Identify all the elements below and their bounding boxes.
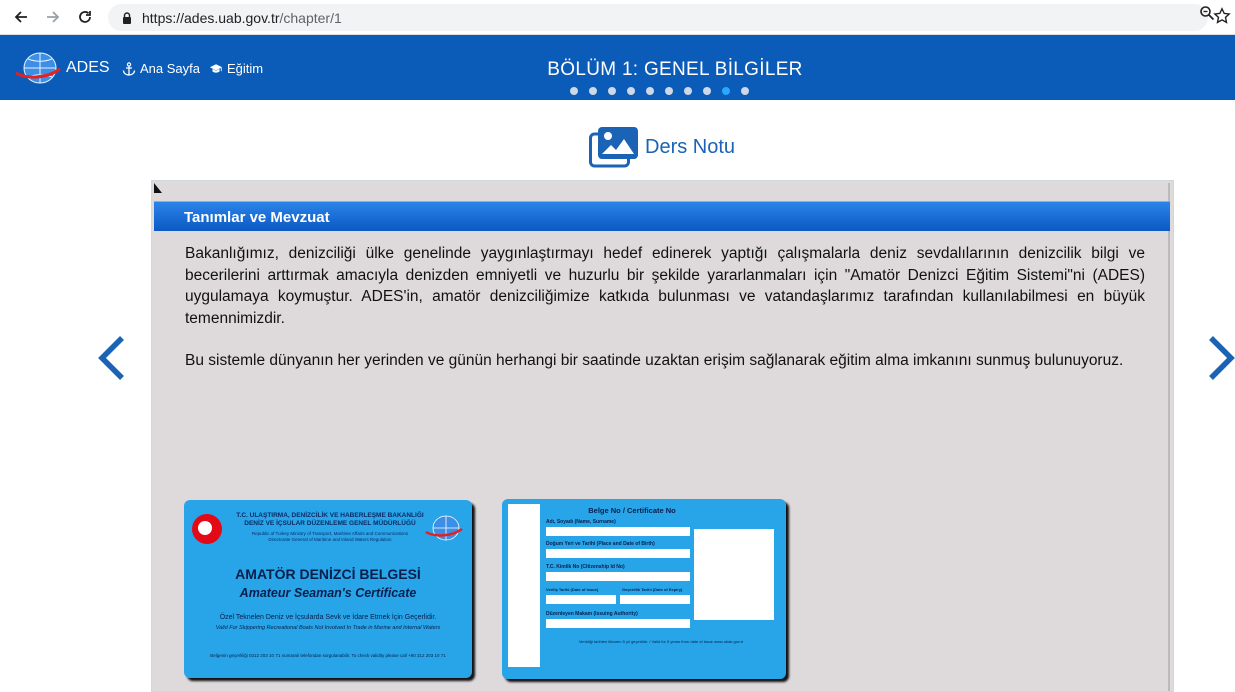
card-ministry: T.C. ULAŞTIRMA, DENİZCİLİK VE HABERLEŞME BAKANLIĞI: [236, 512, 424, 519]
lock-icon: [120, 11, 134, 25]
slide-dot-3[interactable]: [608, 87, 616, 95]
card-field-label: T.C. Kimlik No (Citizenship Id No): [546, 564, 625, 570]
card-photo-placeholder: [694, 529, 774, 620]
slide-corner-marker: [154, 183, 162, 193]
globe-logo-icon: [424, 512, 464, 544]
license-card-front: [184, 500, 472, 678]
slide-viewer: [151, 180, 1174, 692]
slide-pagination: [570, 87, 760, 95]
card-directorate-en: Directorate General of Maritime and Inland Waters Regulation: [268, 537, 392, 542]
slide-dot-7[interactable]: [684, 87, 692, 95]
nav-training-label: Eğitim: [227, 61, 264, 76]
card-back-footer: Verildiği tarihten itibaren 5 yıl geçerlidir. / Valid for 5 years from date of issue www.ubak.gov.tr: [578, 639, 744, 644]
slide-dot-8[interactable]: [703, 87, 711, 95]
card-white-strip: [508, 504, 540, 667]
forward-icon: [45, 9, 61, 25]
app-header: [0, 35, 1235, 100]
reload-button[interactable]: [74, 6, 96, 28]
card-description-english: Valid For Skippering Recreational Boats Not Involved In Trade in Marine and Internal Waters: [215, 625, 441, 631]
card-field-label: Doğum Yeri ve Tarihi (Place and Date of Birth): [546, 541, 655, 547]
card-directorate: DENİZ VE İÇSULAR DÜZENLEME GENEL MÜDÜRLÜĞÜ: [244, 520, 416, 527]
turkish-flag-icon: [192, 514, 222, 544]
card-ministry-english: [230, 531, 430, 543]
slide-paragraph-2: Bu sistemle dünyanın her yerinden ve günün herhangi bir saatinde uzaktan erişim sağlanarak eğitim alma imkanını sunmuş bulunuyoruz.: [185, 352, 1124, 369]
browser-toolbar: [0, 0, 1235, 35]
card-field-box: [546, 527, 690, 536]
brand-name[interactable]: ADES: [66, 59, 110, 76]
chapter-title: BÖLÜM 1: GENEL BİLGİLER: [547, 59, 803, 80]
reload-icon: [77, 9, 93, 25]
lecture-notes-link[interactable]: [589, 126, 735, 168]
slide-banner-title: Tanımlar ve Mevzuat: [184, 209, 330, 226]
slide-dot-6[interactable]: [665, 87, 673, 95]
card-field-box: [620, 595, 690, 604]
card-ministry-en: Republic of Turkey Ministry of Transport, Maritime Affairs and Communications: [251, 531, 409, 536]
card-field-label: Düzenleyen Makam (Issuing Authority): [546, 611, 638, 617]
next-slide-button[interactable]: [1203, 335, 1235, 381]
card-field-label: Geçerlilik Tarihi (Date of Expiry): [622, 587, 683, 592]
previous-slide-button[interactable]: [96, 335, 128, 381]
card-field-box: [546, 619, 690, 628]
back-icon: [13, 9, 29, 25]
slide-dot-2[interactable]: [589, 87, 597, 95]
card-field-box: [546, 549, 690, 558]
card-title: AMATÖR DENİZCİ BELGESİ: [235, 566, 421, 582]
slide-dot-1[interactable]: [570, 87, 578, 95]
card-footer: Belgenin geçerliliği 0312 203 10 71 numaralı telefondan sorgulanabilir. To check validity please call +90 312 203 10 71: [210, 653, 446, 658]
card-title-english: Amateur Seaman's Certificate: [239, 586, 417, 600]
chevron-right-icon: [1203, 335, 1235, 381]
lecture-notes-label: Ders Notu: [645, 135, 736, 158]
card-field-label: Veriliş Tarihi (Date of Issue): [546, 587, 599, 592]
card-certificate-no: Belge No / Certificate No: [588, 506, 676, 515]
card-ministry-heading: [230, 512, 430, 528]
license-card-back: [502, 499, 786, 679]
card-field-box: [546, 572, 690, 581]
url-text: https://ades.uab.gov.tr/chapter/1: [142, 9, 342, 26]
star-icon[interactable]: [1213, 7, 1231, 25]
slide-banner: [154, 201, 1170, 231]
forward-button[interactable]: [42, 6, 64, 28]
card-description: Özel Teknelen Deniz ve İçsularda Sevk ve İdare Etmek İçin Geçerlidir.: [219, 614, 437, 621]
chevron-left-icon: [96, 335, 128, 381]
address-bar[interactable]: [108, 4, 1208, 31]
image-gallery-icon: [589, 126, 639, 168]
slide-paragraph-1: Bakanlığımız, denizciliği ülke genelinde yaygınlaştırmayı hedef edinerek yaptığı çalışmalarla deniz sevdalılarının denizcilik bilgi ve becerilerini arttırmak amacıyla denizden emniyetli ve huzurlu bir şekilde yararlanmaları için "Amatör Denizci Eğitim Sistemi"ni (ADES) uygulamaya koymuştur. ADES'in, amatör denizciliğimize katkıda bulunması ve vatandaşlarımız tarafından kullanılabilmesi en büyük temennimizdir.: [185, 245, 1145, 327]
slide-dot-4[interactable]: [627, 87, 635, 95]
slide-dot-5[interactable]: [646, 87, 654, 95]
card-field-label: Adı, Soyadı (Name, Surname): [546, 519, 616, 525]
back-button[interactable]: [10, 6, 32, 28]
nav-home-label: Ana Sayfa: [140, 61, 200, 76]
slide-dot-10[interactable]: [741, 87, 749, 95]
slide-content: [154, 183, 1170, 692]
card-field-box: [546, 595, 616, 604]
slide-dot-9[interactable]: [722, 87, 730, 95]
